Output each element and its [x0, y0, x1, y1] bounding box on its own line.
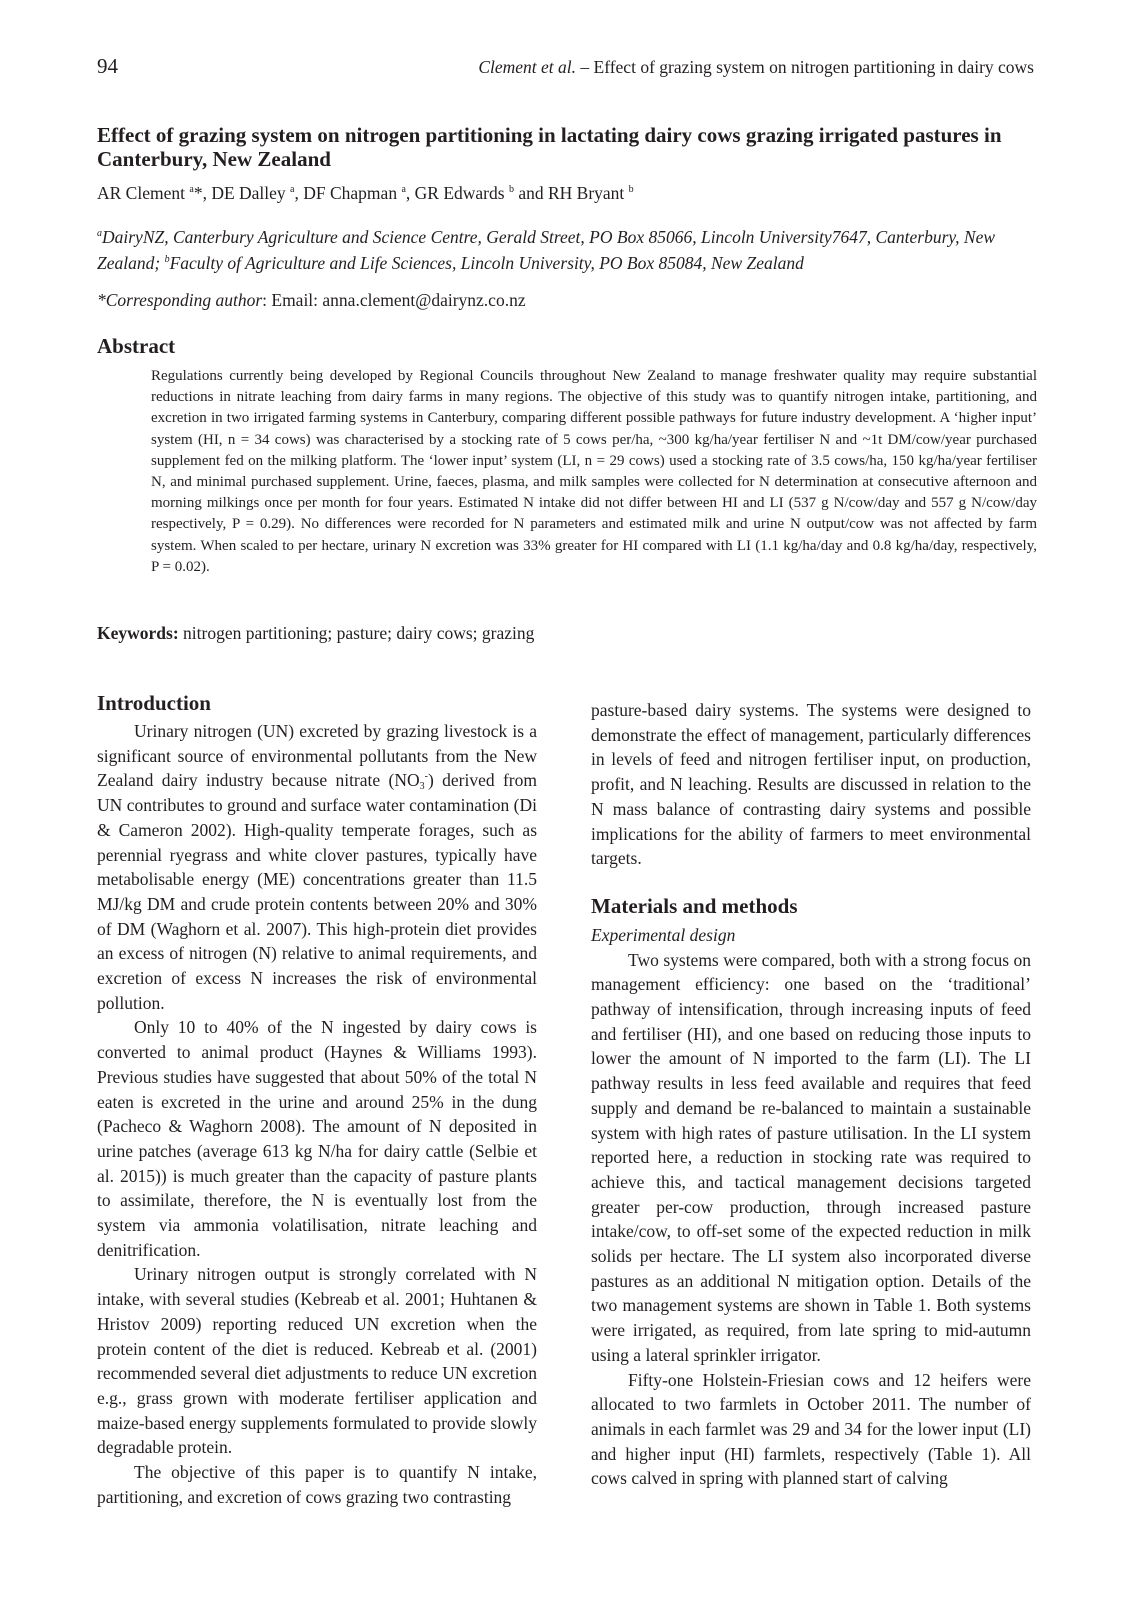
- introduction-paragraph: [97, 719, 537, 1015]
- corresponding-author-label: *Corresponding author: [97, 290, 263, 310]
- methods-paragraph: Two systems were compared, both with a strong focus on management efficiency: one based on the ‘traditional’ pathway of intensification, through increasing inputs of feed and fertiliser (HI), and one based on reducing those inputs to lower the amount of N imported to the farm (LI). The LI pathway results in less feed available and requires that feed supply and demand be re-balanced to maintain a sustainable system with high rates of pasture utilisation. In the LI system reported here, a reduction in stocking rate was required to achieve this, and tactical management decisions targeted greater per-cow production, through increased pasture intake/cow, to off-set some of the expected reduction in milk solids per hectare. The LI system also incorporated diverse pastures as an additional N mitigation option. Details of the two management systems are shown in Table 1. Both systems were irrigated, as required, from late spring to mid-autumn using a lateral sprinkler irrigator.: [591, 949, 1031, 1365]
- author-affiliation-mark: a: [290, 184, 295, 195]
- running-header: [478, 57, 1034, 78]
- author-name: and RH Bryant: [513, 183, 629, 203]
- affiliation-mark-a: a: [97, 228, 102, 239]
- abstract-text: Regulations currently being developed by Regional Councils throughout New Zealand to manage freshwater quality may require substantial reductions in nitrate leaching from dairy farms in many regions. The objective of this study was to quantify nitrogen intake, partitioning, and excretion in two irrigated farming systems in Canterbury, comparing different possible pathways for future industry development. A ‘higher input’ system (HI, n = 34 cows) was characterised by a stocking rate of 5 cows per/ha, ~300 kg/ha/year fertiliser N and ~1t DM/cow/year purchased supplement fed on the milking platform. The ‘lower input’ system (LI, n = 29 cows) used a stocking rate of 3.5 cows/ha, 150 kg/ha/year fertiliser N, and minimal purchased supplement. Urine, faeces, plasma, and milk samples were collected for N determination at consecutive afternoon and morning milkings once per month for four years. Estimated N intake did not differ between HI and LI (537 g N/cow/day and 557 g N/cow/day respectively, P = 0.29). No differences were recorded for N parameters and estimated milk and urine N output/cow was not affected by farm system. When scaled to per hectare, urinary N excretion was 33% greater for HI compared with LI (1.1 kg/ha/day and 0.8 kg/ha/day, respectively, P = 0.02).: [151, 368, 1037, 575]
- intro-p1-after: ) derived from UN contributes to ground and surface water contamination (Di & Cameron 2002). High-quality temperate forages, such as perennial ryegrass and white clover pastures, typically have metabolisable energy (ME) concentrations greater than 11.5 MJ/kg DM and crude protein contents between 20% and 30% of DM (Waghorn et al. 2007). This high-protein diet provides an excess of nitrogen (N) relative to animal requirements, and excretion of excess N increases the risk of environmental pollution.: [97, 770, 537, 1013]
- affiliation-b: Faculty of Agriculture and Life Sciences, Lincoln University, PO Box 85084, New Zealand: [169, 253, 804, 273]
- keywords-text: nitrogen partitioning; pasture; dairy cows; grazing: [178, 623, 535, 643]
- keywords: [97, 623, 534, 644]
- affiliations: [97, 224, 1037, 276]
- abstract-heading: Abstract: [97, 334, 176, 358]
- intro-p1-superscript: -: [424, 771, 428, 783]
- author-affiliation-mark: b: [508, 184, 514, 195]
- introduction-paragraph: Only 10 to 40% of the N ingested by dairy cows is converted to animal product (Haynes & Williams 1993). Previous studies have suggested that about 50% of the total N eaten is excreted in the urine and around 25% in the dung (Pacheco & Waghorn 2008). The amount of N deposited in urine patches (average 613 kg N/ha for dairy cattle (Selbie et al. 2015)) is much greater than the capacity of pasture plants to assimilate, therefore, the N is eventually lost from the system via ammonia volatilisation, nitrate leaching and denitrification.: [97, 1017, 537, 1260]
- article-title: Effect of grazing system on nitrogen partitioning in lactating dairy cows grazing irrigated pastures in Canterbury, New Zealand: [97, 123, 1002, 171]
- running-header-title: – Effect of grazing system on nitrogen partitioning in dairy cows: [576, 57, 1034, 77]
- keywords-label: Keywords:: [97, 623, 179, 643]
- corresponding-author-email: : Email: anna.clement@dairynz.co.nz: [262, 290, 526, 310]
- affiliation-a: DairyNZ, Canterbury Agriculture and Science Centre, Gerald Street, PO Box 85066, Lincoln University7647, Canterbury, New Zealand;: [97, 227, 996, 273]
- left-column: [97, 690, 537, 1510]
- introduction-paragraph: Urinary nitrogen output is strongly correlated with N intake, with several studies (Kebreab et al. 2001; Huhtanen & Hristov 2009) reporting reduced UN excretion when the protein content of the diet is reduced. Kebreab et al. (2001) recommended several diet adjustments to reduce UN excretion e.g., grass grown with moderate fertiliser application and maize-based energy supplements formulated to provide slowly degradable protein.: [97, 1264, 537, 1458]
- methods-heading: Materials and methods: [591, 893, 798, 918]
- author-name: , DF Chapman: [294, 183, 402, 203]
- running-header-authors: Clement et al.: [478, 57, 577, 77]
- affiliation-mark-b: b: [164, 254, 170, 265]
- methods-paragraph: Fifty-one Holstein-Friesian cows and 12 heifers were allocated to two farmlets in October 2011. The number of animals in each farmlet was 29 and 34 for the lower input (LI) and higher input (HI) farmlets, respectively (Table 1). All cows calved in spring with planned start of calving: [591, 1369, 1031, 1489]
- page-number: 94: [97, 54, 118, 78]
- author-list: [97, 183, 634, 204]
- corresponding-author: [97, 290, 526, 311]
- introduction-heading: Introduction: [97, 691, 211, 715]
- author-affiliation-mark: a: [401, 184, 406, 195]
- author-affiliation-mark: b: [628, 184, 634, 195]
- author-name: AR Clement: [97, 183, 190, 203]
- intro-p1-subscript: 3: [419, 781, 425, 793]
- introduction-paragraph: The objective of this paper is to quantify N intake, partitioning, and excretion of cows grazing two contrasting: [97, 1462, 537, 1507]
- author-name: , DE Dalley: [202, 183, 291, 203]
- author-affiliation-mark: a: [189, 184, 194, 195]
- right-column: [591, 698, 1031, 1491]
- introduction-paragraph-continued: pasture-based dairy systems. The systems were designed to demonstrate the effect of management, particularly differences in levels of feed and nitrogen fertiliser input, on production, profit, and N leaching. Results are discussed in relation to the N mass balance of contrasting dairy systems and possible implications for the ability of farmers to meet environmental targets.: [591, 700, 1031, 869]
- methods-subheading: Experimental design: [591, 924, 736, 945]
- intro-p1-before: Urinary nitrogen (UN) excreted by grazing livestock is a significant source of environmental pollutants from the New Zealand dairy industry because nitrate (NO: [97, 721, 537, 791]
- author-name: , GR Edwards: [405, 183, 509, 203]
- corresponding-mark: *: [193, 183, 203, 203]
